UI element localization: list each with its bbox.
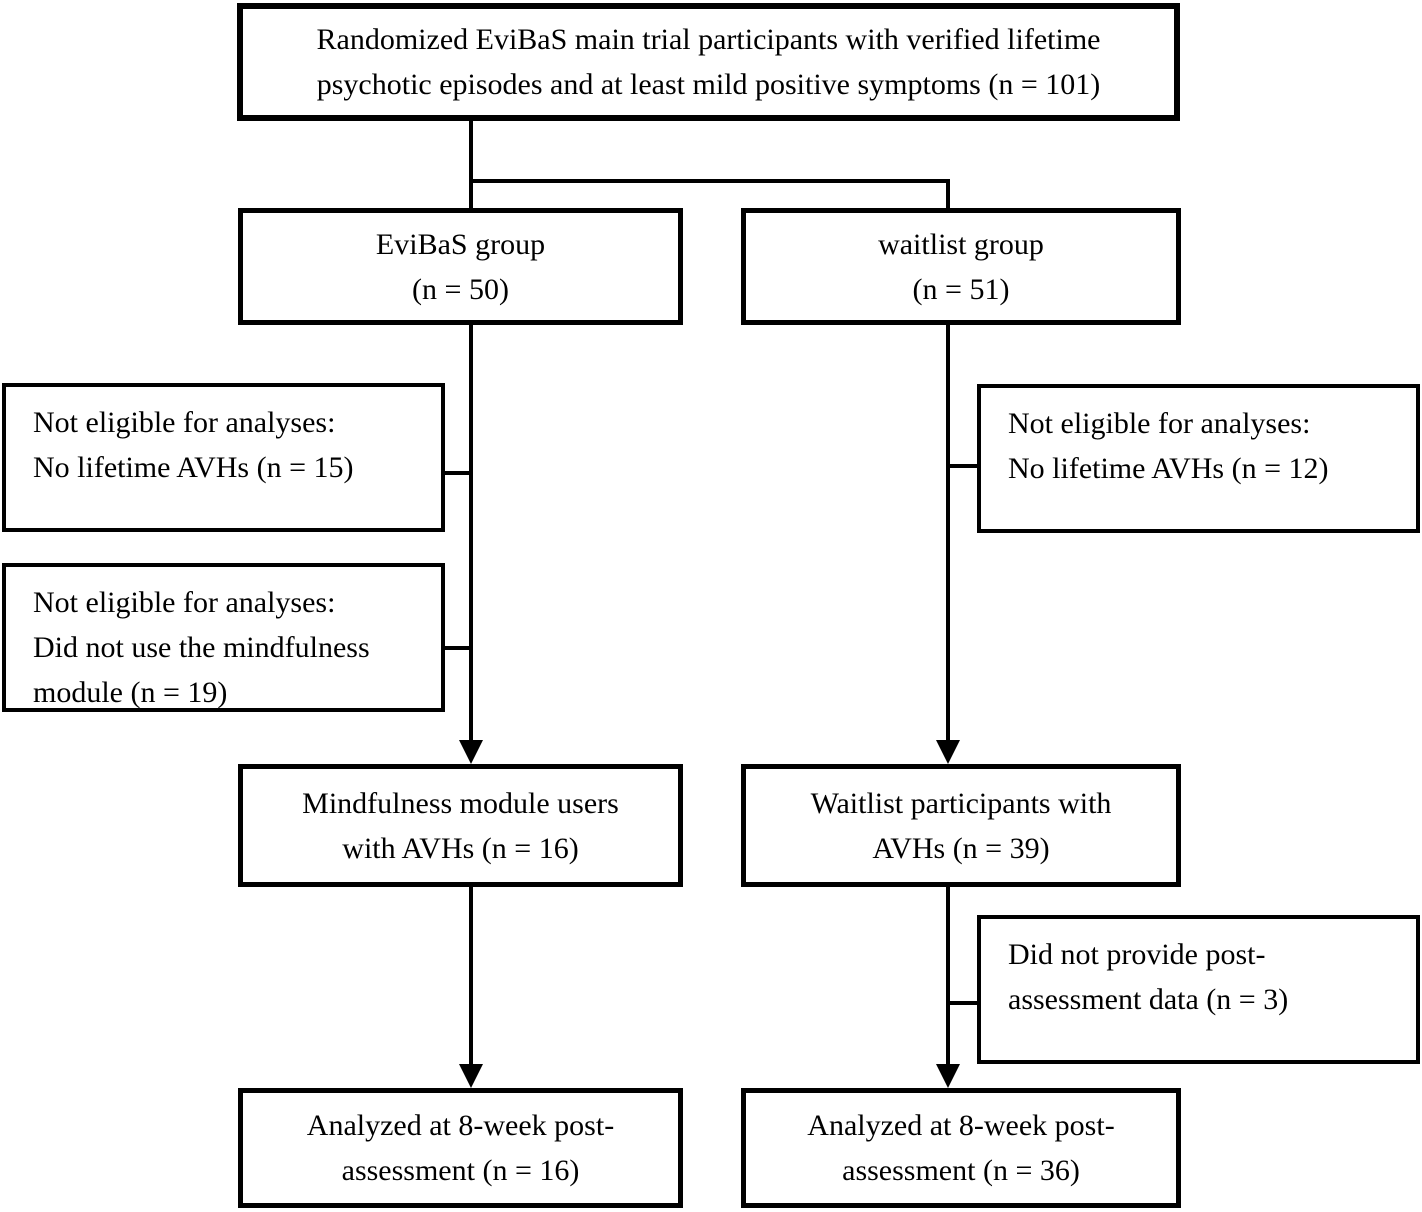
box-text-line: assessment (n = 16) — [341, 1154, 580, 1187]
box-excluded-evibas-no-avh — [2, 383, 445, 532]
box-text-line: (n = 50) — [412, 272, 509, 306]
box-text-line: assessment data (n = 3) — [1008, 983, 1289, 1016]
connector-participants-to-analyzed — [946, 887, 950, 1065]
box-text-line: EviBaS group — [375, 227, 546, 261]
box-text-line: Waitlist participants with — [810, 786, 1112, 820]
box-text-line: with AVHs (n = 16) — [342, 831, 579, 865]
box-waitlist-group — [741, 208, 1181, 325]
box-randomized-participants — [237, 3, 1180, 121]
box-analyzed-waitlist — [741, 1088, 1181, 1208]
box-mindfulness-module-users — [238, 764, 683, 887]
box-text-line: Randomized EviBaS main trial participants with verified lifetime — [316, 23, 1101, 56]
box-text-line: Not eligible for analyses: — [33, 406, 336, 439]
box-text-line: Not eligible for analyses: — [33, 586, 336, 619]
box-analyzed-evibas — [238, 1088, 683, 1208]
box-text-line: (n = 51) — [912, 272, 1010, 306]
stub-excl-waitlist-post — [950, 1001, 977, 1005]
arrowhead-into-mindfulness-box — [459, 740, 483, 764]
connector-top-to-branch — [469, 121, 473, 208]
box-text-line: assessment (n = 36) — [842, 1154, 1080, 1187]
stub-excl-evibas-module — [445, 646, 471, 650]
arrowhead-into-analyzed-waitlist-box — [936, 1064, 960, 1088]
box-text-line: psychotic episodes and at least mild positive symptoms (n = 101) — [316, 68, 1101, 101]
box-text-line: Did not use the mindfulness — [33, 631, 370, 664]
connector-mindfulness-to-analyzed — [469, 887, 473, 1065]
connector-evibas-to-mindfulness — [469, 325, 473, 741]
connector-branch-horizontal — [469, 179, 950, 183]
box-evibas-group — [238, 208, 683, 325]
box-waitlist-participants-avh — [741, 764, 1181, 887]
box-excluded-evibas-no-module-use — [2, 563, 445, 712]
box-text-line: Analyzed at 8-week post- — [807, 1109, 1115, 1142]
arrowhead-into-analyzed-evibas-box — [459, 1064, 483, 1088]
connector-branch-to-waitlist — [946, 179, 950, 208]
stub-excl-waitlist-avh — [950, 464, 977, 468]
box-text-line: Analyzed at 8-week post- — [306, 1109, 615, 1142]
box-text-line: Not eligible for analyses: — [1008, 407, 1311, 440]
box-text-line: waitlist group — [878, 227, 1044, 261]
box-excluded-waitlist-no-post-data — [977, 915, 1420, 1064]
box-text-line: No lifetime AVHs (n = 15) — [33, 451, 354, 484]
box-text-line: AVHs (n = 39) — [872, 831, 1050, 865]
box-text-line: module (n = 19) — [33, 676, 228, 709]
arrowhead-into-participants-box — [936, 740, 960, 764]
box-text-line: Mindfulness module users — [302, 786, 619, 820]
stub-excl-evibas-avh — [445, 471, 471, 475]
box-excluded-waitlist-no-avh — [977, 384, 1420, 533]
box-text-line: Did not provide post- — [1008, 938, 1266, 971]
box-text-line: No lifetime AVHs (n = 12) — [1008, 452, 1329, 485]
connector-waitlist-to-participants — [946, 325, 950, 741]
